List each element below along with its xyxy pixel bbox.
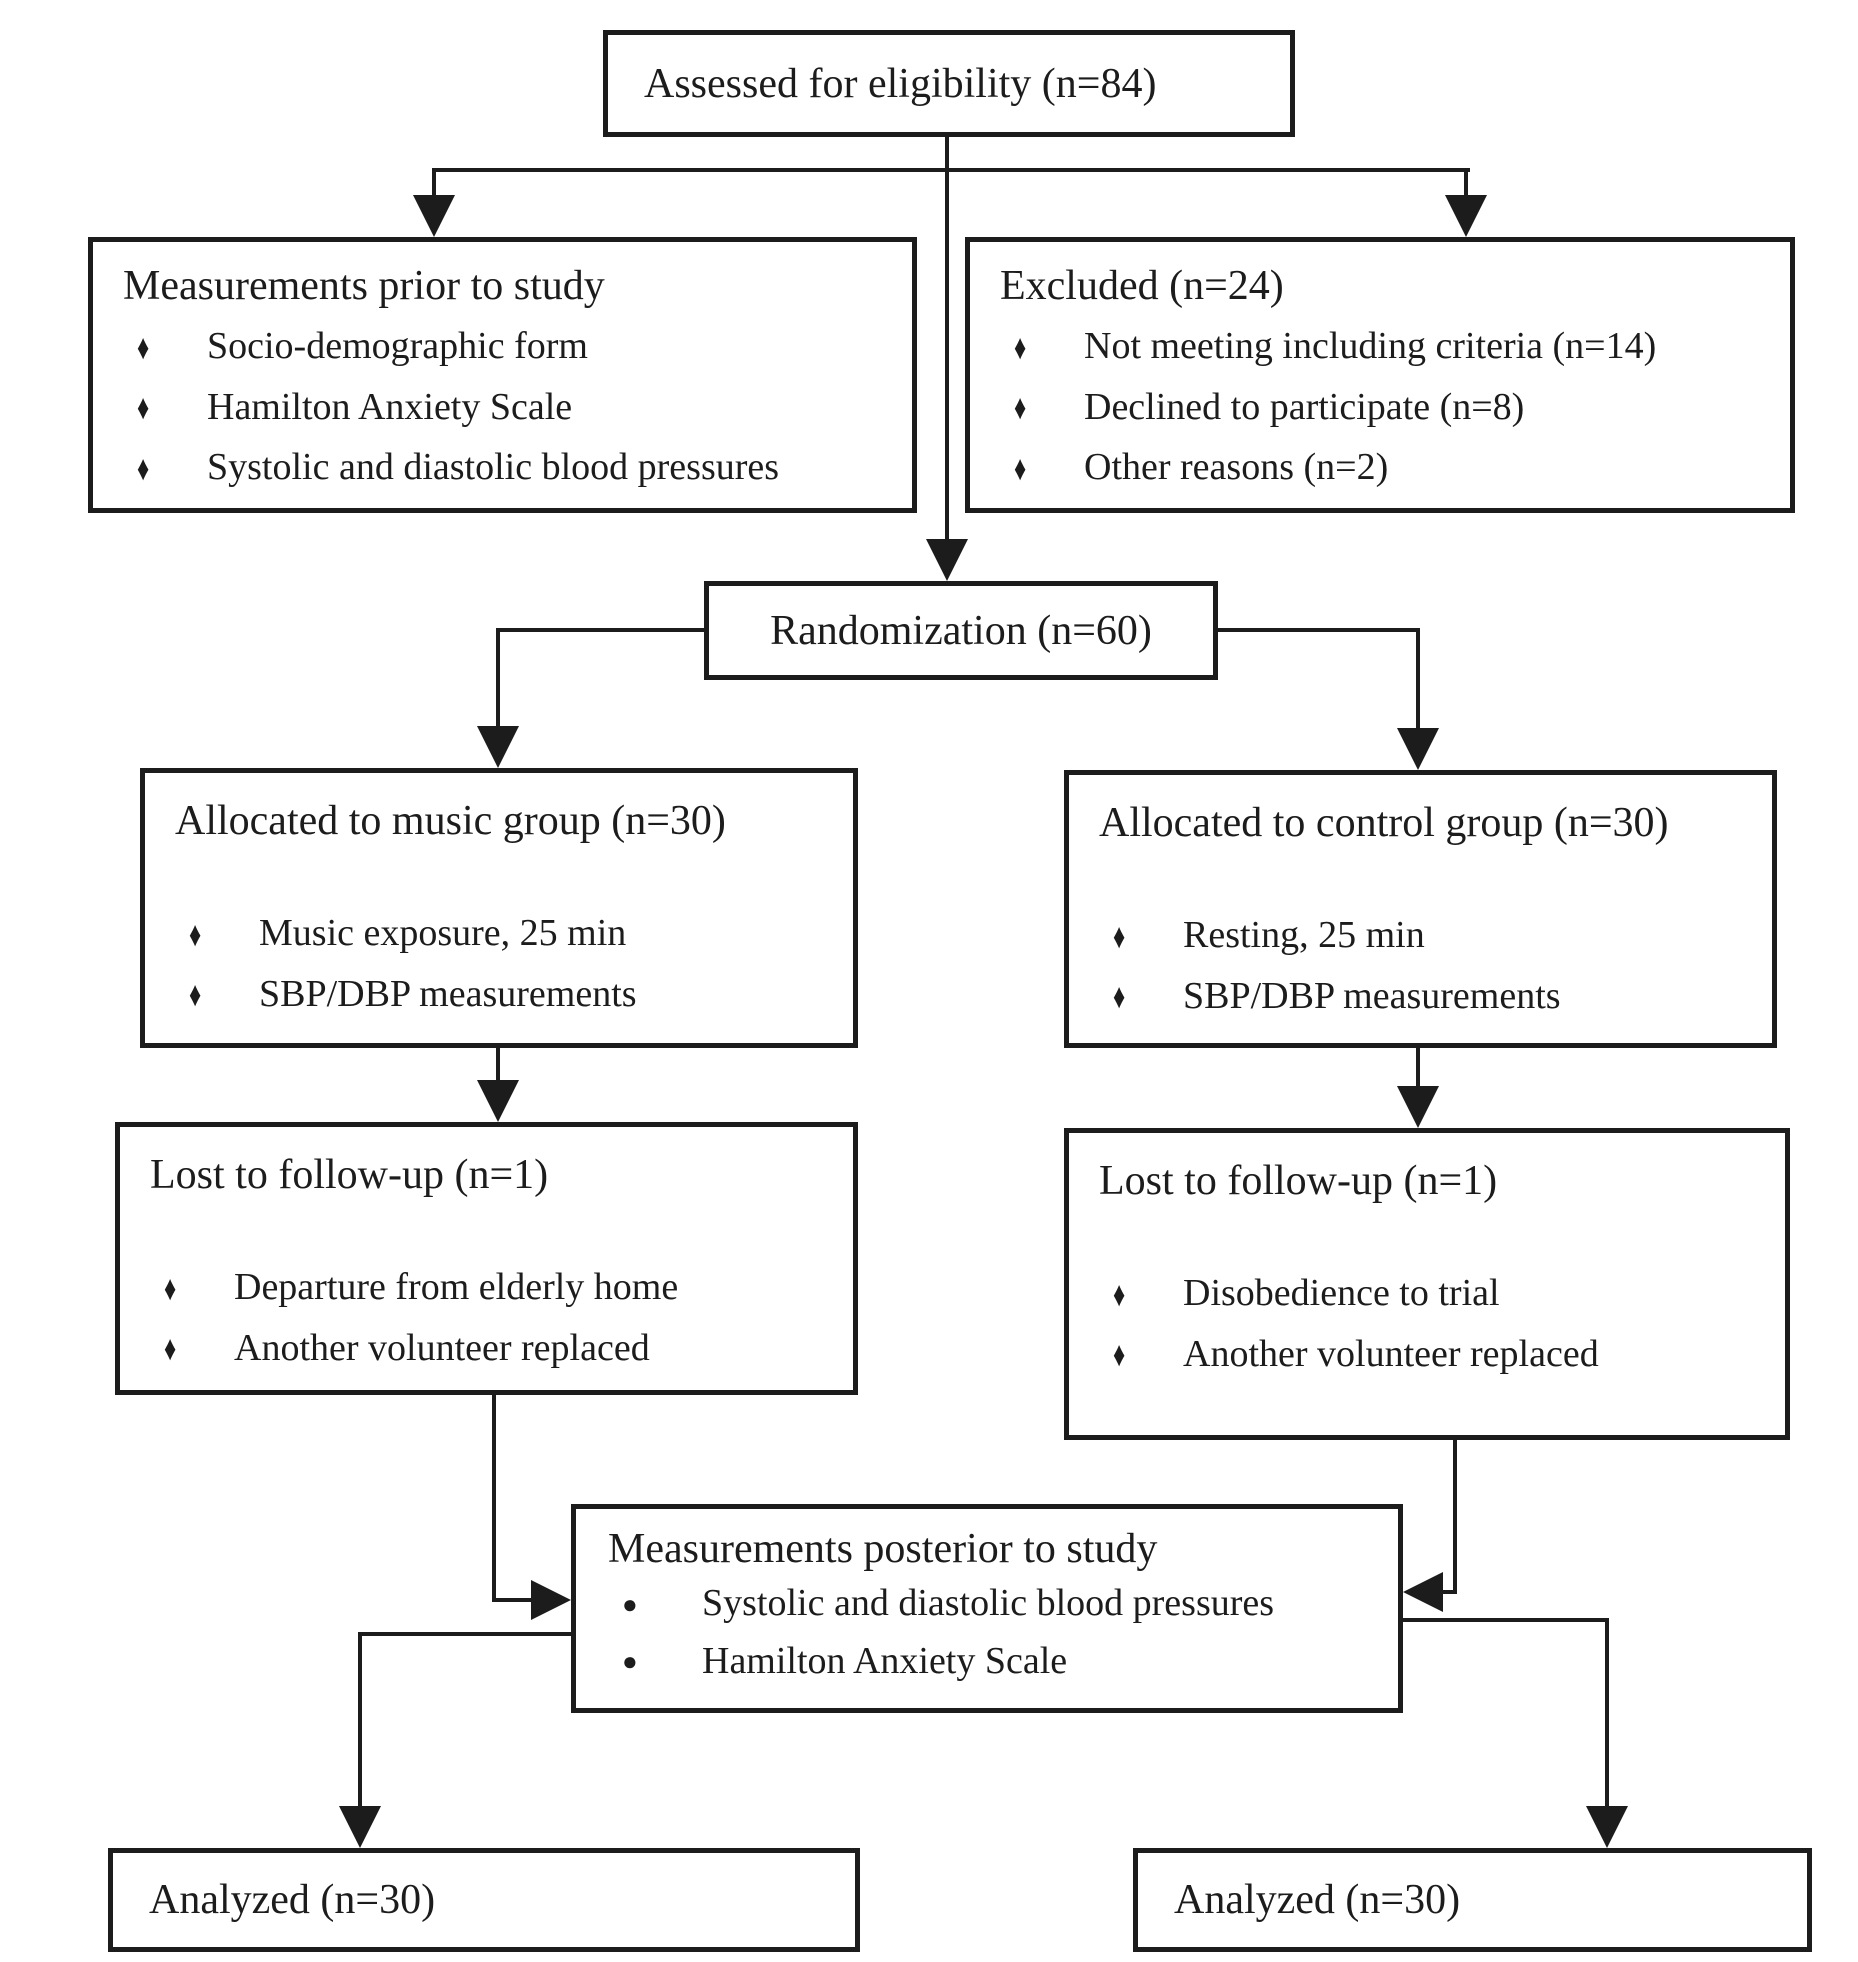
assessed-title: Assessed for eligibility (n=84) (644, 60, 1157, 107)
alloc-control-item (1099, 974, 1754, 1020)
prior-item-text: Socio-demographic form (207, 325, 588, 368)
lost-control-item-text: Another volunteer replaced (1183, 1332, 1599, 1375)
prior-item-text: Hamilton Anxiety Scale (207, 385, 573, 428)
prior-title: Measurements prior to study (123, 263, 605, 309)
excluded-item-text: Declined to participate (n=8) (1084, 385, 1525, 428)
analyzed-music-title: Analyzed (n=30) (149, 1877, 436, 1923)
diamond-bullet-icon: ♦ (164, 1328, 177, 1369)
box-excluded (965, 237, 1795, 513)
diamond-bullet-icon: ♦ (189, 974, 202, 1015)
alloc-music-item (175, 972, 835, 1018)
diamond-bullet-icon: ♦ (164, 1268, 177, 1308)
box-lost-music (115, 1122, 858, 1395)
connector-posterior-right-vertical (1605, 1618, 1609, 1810)
excluded-item (1000, 324, 1772, 370)
diamond-bullet-icon: ♦ (1014, 448, 1027, 488)
posterior-item (608, 1639, 1380, 1685)
diamond-bullet-icon: ♦ (1113, 1274, 1126, 1314)
alloc-control-item-text: SBP/DBP measurements (1183, 974, 1561, 1017)
posterior-item (608, 1581, 1380, 1627)
alloc-control-item (1099, 913, 1754, 959)
box-measurements-posterior (571, 1504, 1403, 1713)
lost-music-item-text: Another volunteer replaced (234, 1326, 650, 1369)
connector-posterior-left-horizontal (360, 1632, 571, 1636)
connector-posterior-left-vertical (358, 1632, 362, 1810)
arrowhead-into-posterior-left (531, 1580, 571, 1620)
diamond-bullet-icon: ♦ (1113, 916, 1126, 956)
connector-branch-horizontal (434, 168, 1470, 172)
lost-music-title: Lost to follow-up (n=1) (150, 1152, 549, 1198)
arrowhead-into-prior (413, 195, 455, 237)
excluded-item-text: Not meeting including criteria (n=14) (1084, 325, 1657, 368)
alloc-music-item-text: Music exposure, 25 min (259, 912, 627, 955)
connector-randomization-left-horizontal (498, 628, 704, 632)
lost-control-item (1099, 1271, 1767, 1317)
posterior-item-text: Hamilton Anxiety Scale (702, 1639, 1068, 1682)
randomization-title: Randomization (n=60) (770, 607, 1152, 654)
lost-music-item (150, 1265, 835, 1311)
alloc-control-item-text: Resting, 25 min (1183, 914, 1425, 957)
box-analyzed-control (1133, 1848, 1812, 1952)
round-bullet-icon: ● (622, 1589, 638, 1619)
arrowhead-into-analyzed-control (1586, 1806, 1628, 1848)
connector-alloc-control-to-lost (1416, 1048, 1420, 1090)
connector-randomization-left-vertical (496, 628, 500, 730)
alloc-music-item (175, 911, 835, 957)
arrowhead-into-excluded (1445, 195, 1487, 237)
connector-alloc-music-to-lost (496, 1048, 500, 1084)
prior-item (123, 385, 894, 431)
alloc-control-title: Allocated to control group (n=30) (1099, 800, 1669, 846)
box-allocated-music (140, 768, 858, 1048)
diamond-bullet-icon: ♦ (189, 914, 202, 954)
diamond-bullet-icon: ♦ (1113, 1334, 1126, 1375)
round-bullet-icon: ● (622, 1647, 638, 1677)
alloc-music-title: Allocated to music group (n=30) (175, 798, 726, 844)
diamond-bullet-icon: ♦ (1113, 976, 1126, 1017)
prior-item (123, 324, 894, 370)
lost-music-item (150, 1326, 835, 1372)
arrowhead-into-analyzed-music (339, 1806, 381, 1848)
lost-control-item (1099, 1332, 1767, 1378)
box-lost-control (1064, 1128, 1790, 1440)
prior-item-text: Systolic and diastolic blood pressures (207, 446, 780, 489)
connector-randomization-right-vertical (1416, 628, 1420, 732)
connector-lost-music-down (492, 1395, 496, 1602)
posterior-item-text: Systolic and diastolic blood pressures (702, 1582, 1275, 1625)
arrowhead-into-alloc-control (1397, 728, 1439, 770)
lost-control-title: Lost to follow-up (n=1) (1099, 1158, 1498, 1204)
lost-control-item-text: Disobedience to trial (1183, 1272, 1500, 1315)
box-analyzed-music (108, 1848, 860, 1952)
excluded-item-text: Other reasons (n=2) (1084, 446, 1389, 489)
posterior-title: Measurements posterior to study (608, 1526, 1158, 1572)
diamond-bullet-icon: ♦ (137, 448, 150, 488)
connector-posterior-right-horizontal (1403, 1618, 1609, 1622)
arrowhead-into-posterior-right (1403, 1572, 1443, 1612)
connector-randomization-right-horizontal (1218, 628, 1420, 632)
connector-lost-music-right (492, 1598, 536, 1602)
excluded-item (1000, 385, 1772, 431)
arrowhead-into-lost-control (1397, 1086, 1439, 1128)
box-assessed (603, 30, 1295, 137)
box-allocated-control (1064, 770, 1777, 1048)
arrowhead-into-lost-music (477, 1080, 519, 1122)
prior-item (123, 445, 894, 491)
diamond-bullet-icon: ♦ (1014, 327, 1027, 367)
box-measurements-prior (88, 237, 917, 513)
excluded-title: Excluded (n=24) (1000, 263, 1284, 309)
arrowhead-into-alloc-music (477, 726, 519, 768)
alloc-music-item-text: SBP/DBP measurements (259, 972, 637, 1015)
excluded-item (1000, 445, 1772, 491)
lost-music-item-text: Departure from elderly home (234, 1266, 679, 1309)
diamond-bullet-icon: ♦ (137, 327, 150, 367)
box-randomization (704, 581, 1218, 680)
diamond-bullet-icon: ♦ (137, 387, 150, 428)
arrowhead-into-randomization (926, 539, 968, 581)
diamond-bullet-icon: ♦ (1014, 387, 1027, 428)
connector-lost-control-down (1453, 1440, 1457, 1594)
connector-assessed-to-randomization (945, 137, 949, 547)
analyzed-control-title: Analyzed (n=30) (1174, 1877, 1461, 1923)
